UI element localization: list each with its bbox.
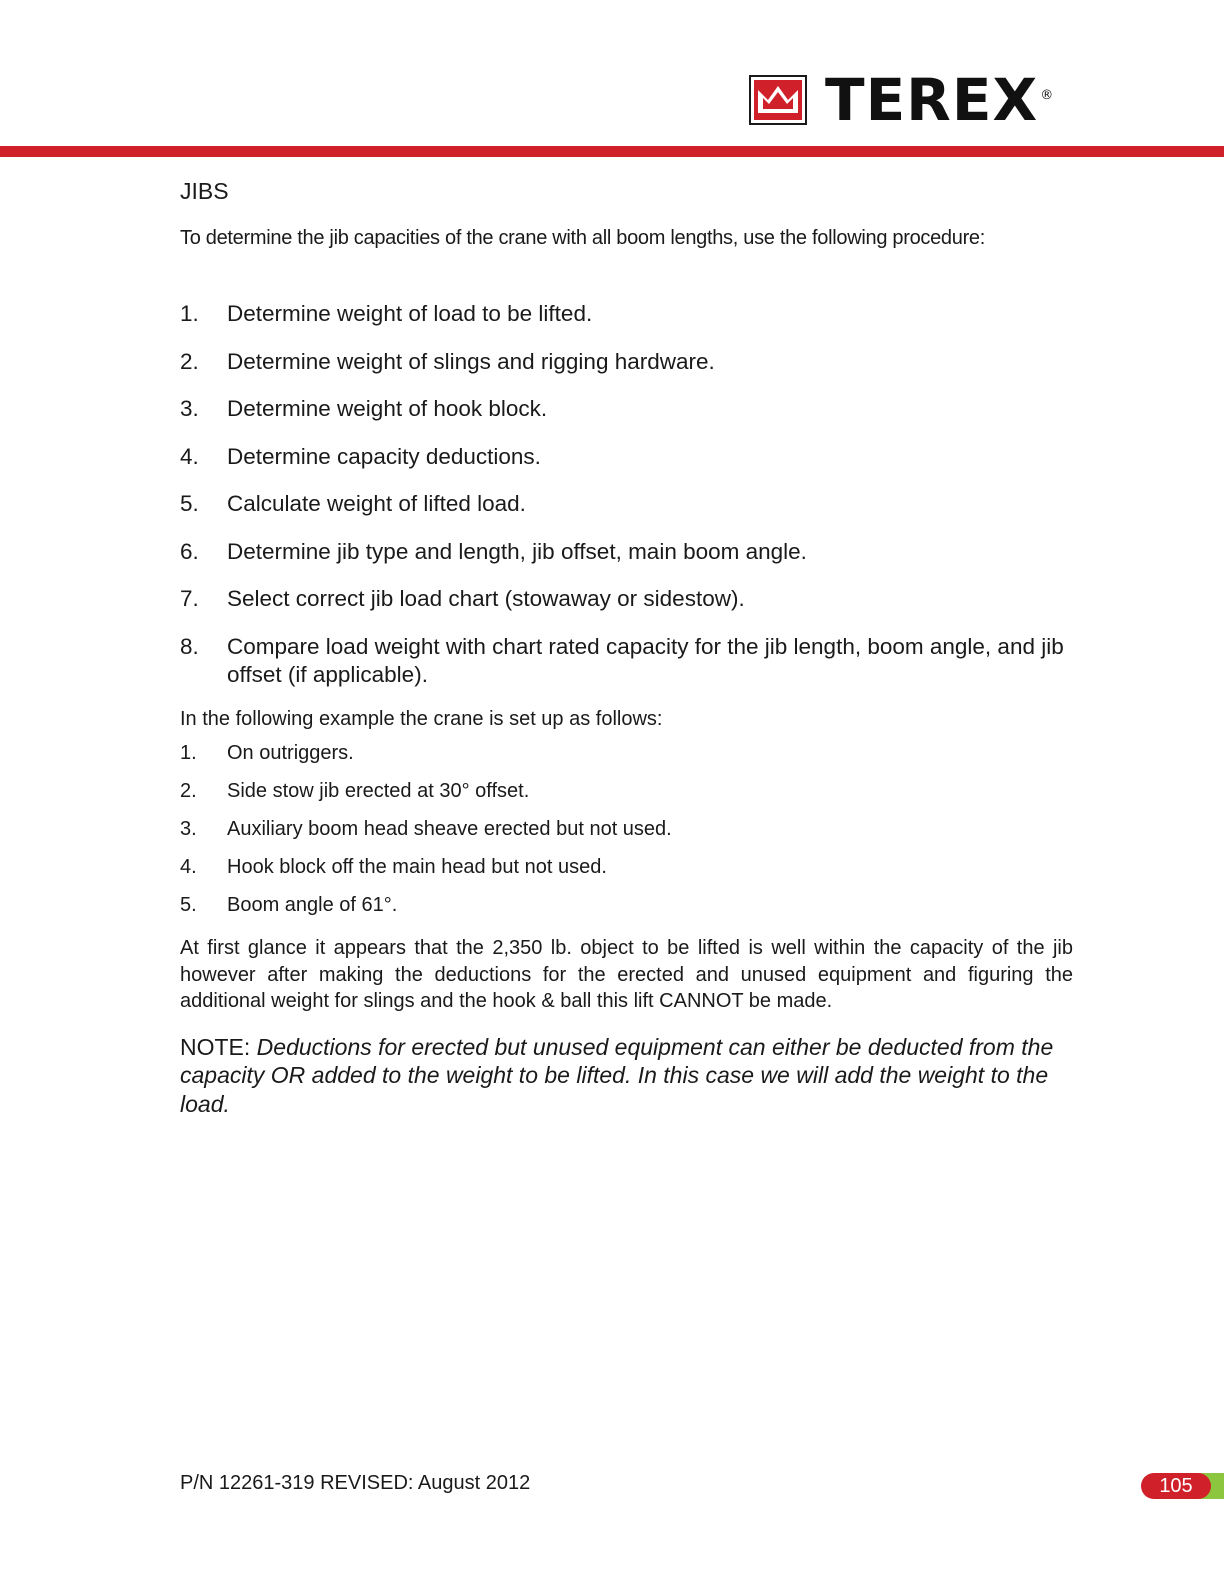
list-item bbox=[180, 585, 1073, 613]
item-number: 6. bbox=[180, 538, 199, 564]
list-item bbox=[180, 779, 1073, 803]
item-text: Hook block off the main head but not used. bbox=[227, 856, 607, 878]
list-item bbox=[180, 490, 1073, 518]
list-item bbox=[180, 741, 1073, 765]
example-paragraph: At first glance it appears that the 2,350 lb. object to be lifted is well within the capacity of the jib however after making the deductions for the erected and unused equipment and figuring the additional weight for slings and the hook & ball this lift CANNOT be made. bbox=[180, 937, 1073, 1012]
item-number: 3. bbox=[180, 396, 199, 421]
item-text: Determine weight of slings and rigging hardware. bbox=[227, 348, 715, 374]
list-item bbox=[180, 443, 1073, 471]
item-number: 1. bbox=[180, 742, 197, 764]
item-text: On outriggers. bbox=[227, 742, 354, 764]
header-divider-bar bbox=[0, 146, 1224, 157]
item-number: 5. bbox=[180, 491, 199, 516]
item-number: 1. bbox=[180, 301, 199, 326]
item-number: 7. bbox=[180, 586, 199, 611]
terex-crown-icon bbox=[749, 75, 807, 125]
list-item bbox=[180, 300, 1073, 328]
item-number: 3. bbox=[180, 818, 197, 840]
note-block bbox=[180, 1033, 1073, 1119]
item-number: 2. bbox=[180, 780, 197, 802]
note-label: NOTE: bbox=[180, 1033, 251, 1060]
item-number: 4. bbox=[180, 856, 197, 878]
page-number: 105 bbox=[1159, 1475, 1193, 1497]
footer-part-info: P/N 12261-319 REVISED: August 2012 bbox=[180, 1472, 531, 1494]
brand-name: TEREX bbox=[825, 66, 1039, 134]
list-item bbox=[180, 348, 1073, 376]
list-item bbox=[180, 395, 1073, 423]
item-number: 8. bbox=[180, 633, 199, 659]
list-item bbox=[180, 893, 1073, 917]
example-intro: In the following example the crane is set up as follows: bbox=[180, 708, 663, 730]
list-item bbox=[180, 817, 1073, 841]
item-number: 2. bbox=[180, 348, 199, 374]
note-text: Deductions for erected but unused equipment can either be deducted from the capacity OR added to the weight to be lifted. In this case we will add the weight to the load. bbox=[180, 1033, 1054, 1117]
item-text: Determine weight of hook block. bbox=[227, 396, 548, 421]
item-text: Boom angle of 61°. bbox=[227, 894, 398, 916]
list-item bbox=[180, 855, 1073, 879]
item-text: Side stow jib erected at 30° offset. bbox=[227, 780, 530, 802]
list-item bbox=[180, 538, 1073, 566]
item-text: Calculate weight of lifted load. bbox=[227, 491, 526, 516]
registered-mark: ® bbox=[1040, 88, 1055, 103]
terex-logo bbox=[749, 66, 1055, 134]
item-text: Compare load weight with chart rated capacity for the jib length, boom angle, and jib offset (if applicable). bbox=[227, 633, 1064, 687]
page-number-badge bbox=[1141, 1473, 1224, 1499]
page-content bbox=[180, 178, 1073, 1118]
item-text: Determine weight of load to be lifted. bbox=[227, 301, 593, 326]
item-number: 4. bbox=[180, 443, 199, 469]
item-number: 5. bbox=[180, 894, 197, 916]
item-text: Auxiliary boom head sheave erected but not used. bbox=[227, 818, 672, 840]
item-text: Select correct jib load chart (stowaway or sidestow). bbox=[227, 586, 745, 611]
item-text: Determine capacity deductions. bbox=[227, 443, 541, 469]
list-item bbox=[180, 633, 1073, 689]
item-text: Determine jib type and length, jib offset, main boom angle. bbox=[227, 538, 807, 564]
procedure-list bbox=[180, 300, 1073, 689]
setup-list bbox=[180, 741, 1073, 917]
section-title: JIBS bbox=[180, 178, 229, 204]
section-intro: To determine the jib capacities of the crane with all boom lengths, use the following procedure: bbox=[180, 227, 986, 249]
brand-wordmark bbox=[825, 66, 1055, 134]
